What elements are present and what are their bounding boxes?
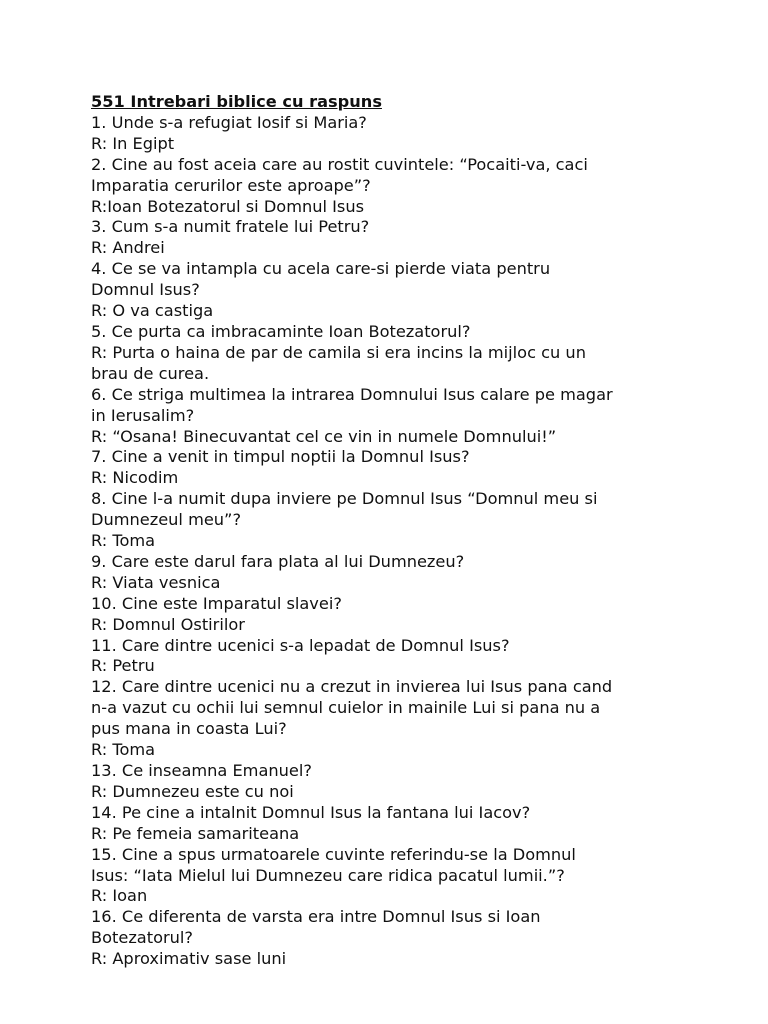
- question-line: brau de curea.: [91, 363, 210, 383]
- answer-line: R: Ioan: [91, 886, 148, 906]
- answer-line: R: O va castiga: [91, 301, 214, 321]
- question-line: 11. Care dintre ucenici s-a lepadat de Domnul Isus?: [91, 635, 510, 655]
- answer-line: R: Aproximativ sase luni: [91, 949, 287, 969]
- question-line: 4. Ce se va intampla cu acela care-si pierde viata pentru: [91, 259, 551, 279]
- question-line: 10. Cine este Imparatul slavei?: [91, 593, 342, 613]
- question-line: 1. Unde s-a refugiat Iosif si Maria?: [91, 112, 367, 132]
- answer-line: R: Petru: [91, 656, 155, 676]
- question-line: Imparatia cerurilor este aproape”?: [91, 175, 371, 195]
- answer-line: R: In Egipt: [91, 133, 175, 153]
- document-title: 551 Intrebari biblice cu raspuns: [91, 92, 382, 111]
- answer-line: R: “Osana! Binecuvantat cel ce vin in numele Domnului!”: [91, 426, 557, 446]
- answer-line: R:Ioan Botezatorul si Domnul Isus: [91, 196, 365, 216]
- question-line: 3. Cum s-a numit fratele lui Petru?: [91, 217, 370, 237]
- answer-line: R: Dumnezeu este cu noi: [91, 781, 294, 801]
- answer-line: R: Purta o haina de par de camila si era incins la mijloc cu un: [91, 342, 586, 362]
- question-line: 12. Care dintre ucenici nu a crezut in invierea lui Isus pana cand: [91, 677, 613, 697]
- question-line: 2. Cine au fost aceia care au rostit cuvintele: “Pocaiti-va, caci: [91, 154, 588, 174]
- question-line: 7. Cine a venit in timpul noptii la Domnul Isus?: [91, 447, 470, 467]
- question-line: 9. Care este darul fara plata al lui Dumnezeu?: [91, 551, 465, 571]
- question-line: n-a vazut cu ochii lui semnul cuielor in mainile Lui si pana nu a: [91, 698, 601, 718]
- question-line: in Ierusalim?: [91, 405, 195, 425]
- answer-line: R: Toma: [91, 740, 156, 760]
- question-line: 15. Cine a spus urmatoarele cuvinte referindu-se la Domnul: [91, 844, 576, 864]
- answer-line: R: Domnul Ostirilor: [91, 614, 245, 634]
- question-line: 13. Ce inseamna Emanuel?: [91, 761, 312, 780]
- question-line: Isus: “Iata Mielul lui Dumnezeu care ridica pacatul lumii.”?: [91, 865, 565, 885]
- question-line: 8. Cine l-a numit dupa inviere pe Domnul Isus “Domnul meu si: [91, 489, 598, 509]
- answer-line: R: Toma: [91, 531, 156, 551]
- question-line: 6. Ce striga multimea la intrarea Domnului Isus calare pe magar: [91, 384, 613, 404]
- answer-line: R: Viata vesnica: [91, 572, 221, 592]
- answer-line: R: Andrei: [91, 238, 165, 258]
- question-line: pus mana in coasta Lui?: [91, 719, 287, 739]
- question-line: 5. Ce purta ca imbracaminte Ioan Botezatorul?: [91, 321, 471, 341]
- answer-line: R: Nicodim: [91, 468, 179, 488]
- question-line: 16. Ce diferenta de varsta era intre Domnul Isus si Ioan: [91, 907, 541, 927]
- answer-line: R: Pe femeia samariteana: [91, 823, 300, 843]
- question-line: Botezatorul?: [91, 928, 193, 948]
- question-line: Domnul Isus?: [91, 280, 200, 300]
- question-line: Dumnezeul meu”?: [91, 510, 242, 530]
- document-page: [91, 92, 691, 970]
- question-answer-list: [91, 113, 691, 970]
- question-line: 14. Pe cine a intalnit Domnul Isus la fantana lui Iacov?: [91, 802, 531, 822]
